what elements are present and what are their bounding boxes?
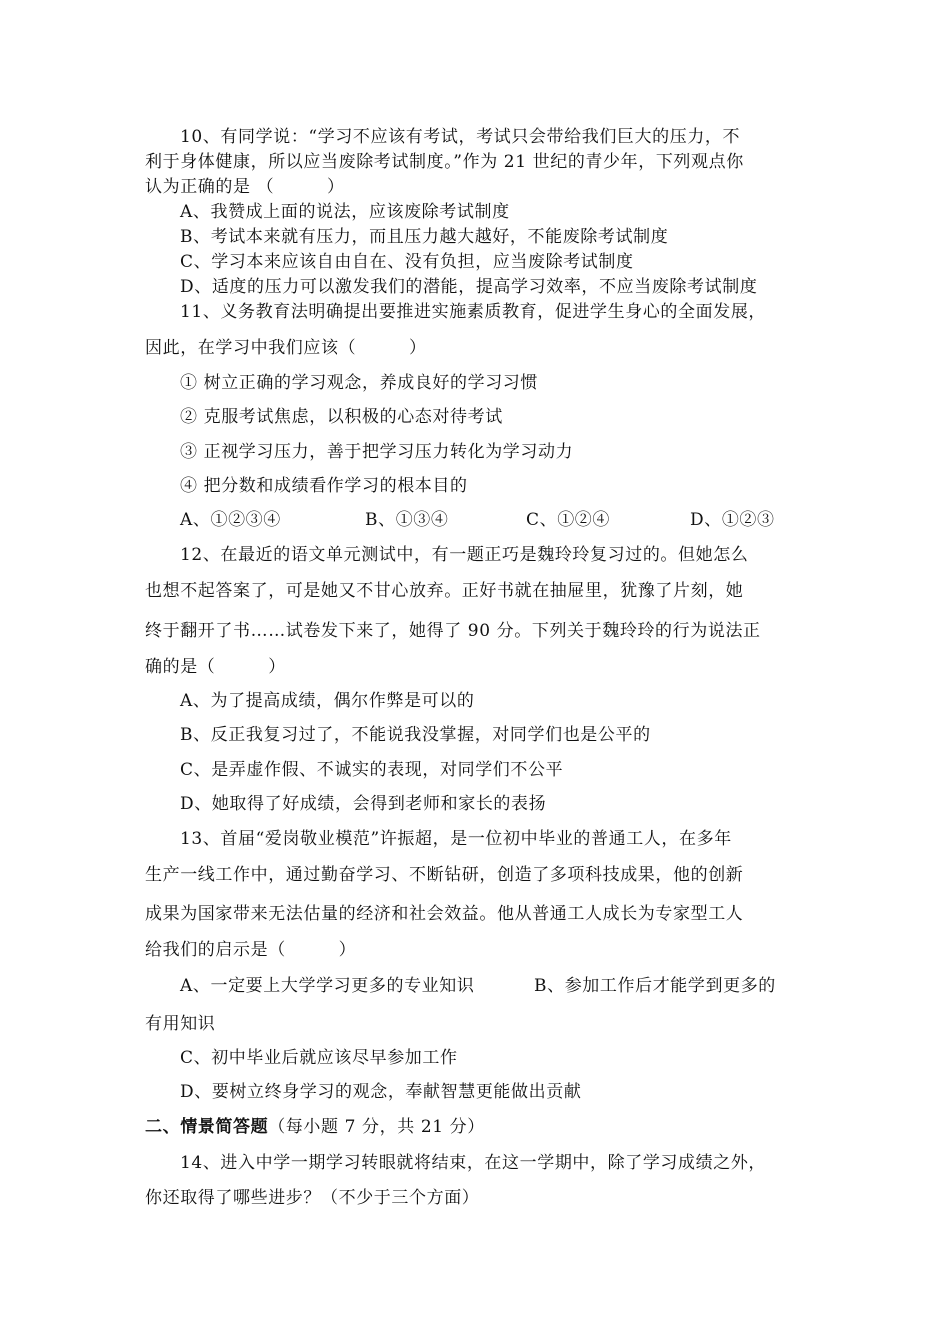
- q14-stem-line-1: 14、进入中学一期学习转眼就将结束，在这一学期中，除了学习成绩之外，: [180, 1153, 767, 1173]
- q11-statement-4: ④ 把分数和成绩看作学习的根本目的: [180, 476, 468, 496]
- q11-statement-2: ② 克服考试焦虑，以积极的心态对待考试: [180, 407, 503, 427]
- q12-option-d: D、她取得了好成绩，会得到老师和家长的表扬: [180, 794, 547, 814]
- q10-stem-line-3: 认为正确的是 （ ）: [145, 177, 345, 197]
- q13-option-c: C、初中毕业后就应该尽早参加工作: [180, 1048, 458, 1068]
- q13-option-b: B、参加工作后才能学到更多的: [534, 976, 776, 996]
- q13-stem-line-3: 成果为国家带来无法估量的经济和社会效益。他从普通工人成长为专家型工人: [145, 904, 744, 924]
- q13-stem-line-2: 生产一线工作中，通过勤奋学习、不断钻研，创造了多项科技成果，他的创新: [145, 865, 744, 885]
- q14-stem-line-2: 你还取得了哪些进步？（不少于三个方面）: [145, 1188, 480, 1208]
- q12-stem-line-2: 也想不起答案了，可是她又不甘心放弃。正好书就在抽屉里，犹豫了片刻，她: [145, 581, 744, 601]
- q11-option-a: A、①②③④: [180, 510, 281, 530]
- q12-stem-line-1: 12、在最近的语文单元测试中，有一题正巧是魏玲玲复习过的。但她怎么: [180, 545, 749, 565]
- section-2-scoring-note: （每小题 7 分，共 21 分）: [268, 1117, 485, 1137]
- q10-option-a: A、我赞成上面的说法，应该废除考试制度: [180, 202, 510, 222]
- q11-option-b: B、①③④: [365, 510, 449, 530]
- q12-option-c: C、是弄虚作假、不诚实的表现，对同学们不公平: [180, 760, 564, 780]
- q12-option-b: B、反正我复习过了，不能说我没掌握，对同学们也是公平的: [180, 725, 651, 745]
- q13-option-b-continued: 有用知识: [145, 1014, 216, 1034]
- q12-option-a: A、为了提高成绩，偶尔作弊是可以的: [180, 691, 475, 711]
- q11-options-row: [180, 509, 820, 531]
- q10-option-c: C、学习本来应该自由自在、没有负担，应当废除考试制度: [180, 252, 634, 272]
- q10-stem-line-2: 利于身体健康，所以应当废除考试制度。”作为 21 世纪的青少年，下列观点你: [145, 152, 744, 172]
- section-2-title: 二、情景简答题: [145, 1117, 269, 1137]
- q13-stem-line-4: 给我们的启示是（ ）: [145, 940, 357, 960]
- q11-stem-line-2: 因此，在学习中我们应该（ ）: [145, 338, 427, 358]
- q13-options-ab-row: [180, 975, 800, 997]
- q11-stem-line-1: 11、义务教育法明确提出要推进实施素质教育，促进学生身心的全面发展，: [180, 302, 767, 322]
- q13-option-a: A、一定要上大学学习更多的专业知识: [180, 976, 475, 996]
- q10-stem-line-1: 10、有同学说：“学习不应该有考试，考试只会带给我们巨大的压力，不: [180, 127, 741, 147]
- q11-option-d: D、①②③: [690, 510, 775, 530]
- q13-option-d: D、要树立终身学习的观念，奉献智慧更能做出贡献: [180, 1082, 582, 1102]
- section-2-heading: [145, 1116, 485, 1138]
- q11-statement-1: ① 树立正确的学习观念，养成良好的学习习惯: [180, 373, 539, 393]
- q11-statement-3: ③ 正视学习压力，善于把学习压力转化为学习动力: [180, 442, 574, 462]
- q11-option-c: C、①②④: [526, 510, 611, 530]
- q10-option-d: D、适度的压力可以激发我们的潜能，提高学习效率，不应当废除考试制度: [180, 277, 758, 297]
- q13-stem-line-1: 13、首届“爱岗敬业模范”许振超，是一位初中毕业的普通工人，在多年: [180, 829, 732, 849]
- q12-stem-line-4: 确的是（ ）: [145, 657, 286, 677]
- q12-stem-line-3: 终于翻开了书……试卷发下来了，她得了 90 分。下列关于魏玲玲的行为说法正: [145, 621, 761, 641]
- q10-option-b: B、考试本来就有压力，而且压力越大越好，不能废除考试制度: [180, 227, 669, 247]
